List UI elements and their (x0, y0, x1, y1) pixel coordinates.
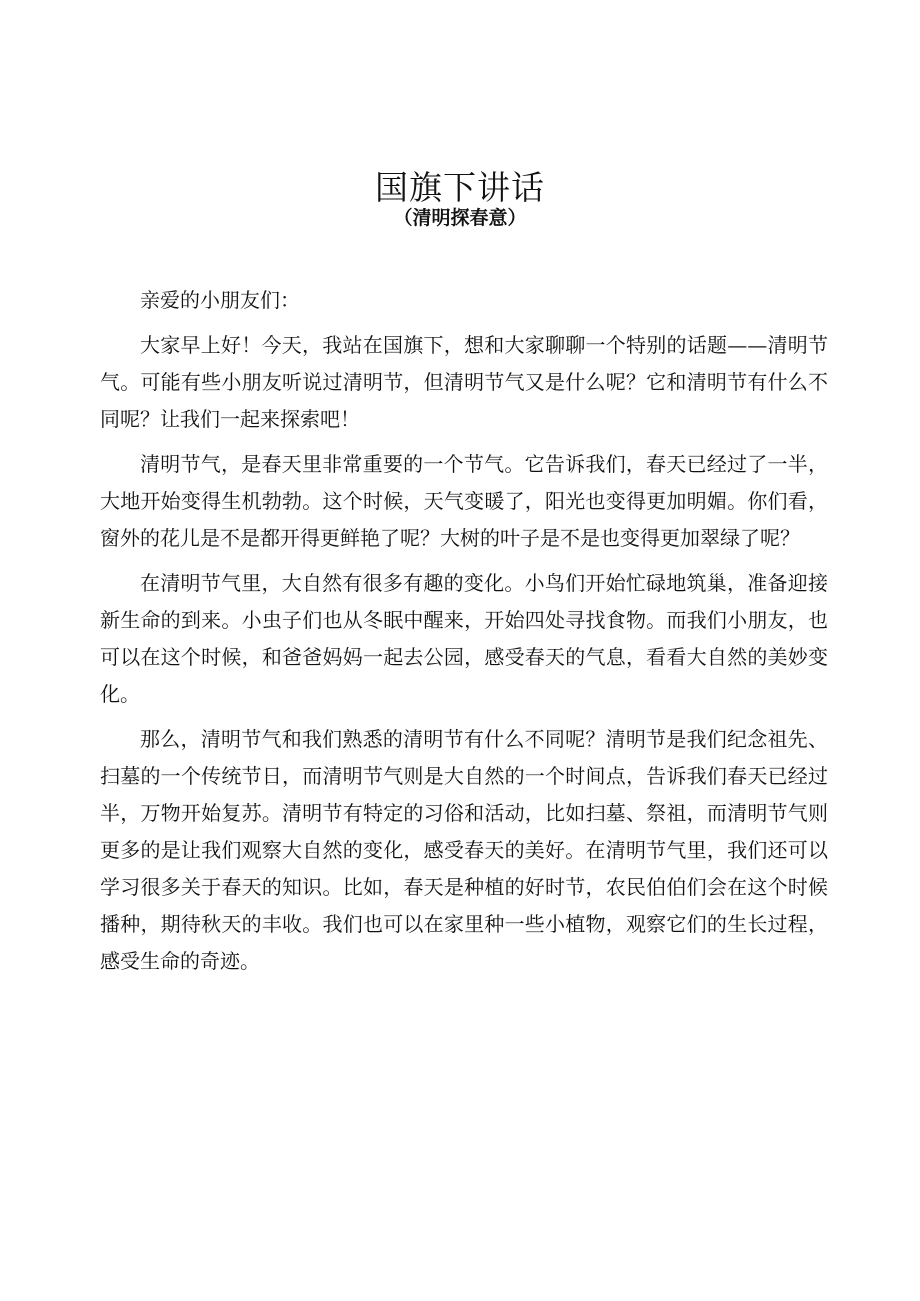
paragraph-2: 清明节气，是春天里非常重要的一个节气。它告诉我们，春天已经过了一半，大地开始变得生机勃勃。这个时候，天气变暖了，阳光也变得更加明媚。你们看，窗外的花儿是不是都开得更鲜艳了呢？大树的叶子是不是也变得更加翠绿了呢？ (100, 452, 828, 550)
paragraph-3: 在清明节气里，大自然有很多有趣的变化。小鸟们开始忙碌地筑巢，准备迎接新生命的到来。小虫子们也从冬眠中醒来，开始四处寻找食物。而我们小朋友，也可以在这个时候，和爸爸妈妈一起去公园，感受春天的气息，看看大自然的美妙变化。 (100, 571, 828, 706)
greeting: 亲爱的小朋友们： (140, 288, 300, 312)
paragraph-1: 大家早上好！今天，我站在国旗下，想和大家聊聊一个特别的话题——清明节气。可能有些小朋友听说过清明节，但清明节气又是什么呢？它和清明节有什么不同呢？让我们一起来探索吧！ (100, 333, 828, 431)
speech-body (100, 282, 828, 980)
paragraph-4: 那么，清明节气和我们熟悉的清明节有什么不同呢？清明节是我们纪念祖先、扫墓的一个传统节日，而清明节气则是大自然的一个时间点，告诉我们春天已经过半，万物开始复苏。清明节有特定的习俗和活动，比如扫墓、祭祖，而清明节气则更多的是让我们观察大自然的变化，感受春天的美好。在清明节气里，我们还可以学习很多关于春天的知识。比如，春天是种植的好时节，农民伯伯们会在这个时候播种，期待秋天的丰收。我们也可以在家里种一些小植物，观察它们的生长过程，感受生命的奇迹。 (100, 727, 828, 973)
page-subtitle: （清明探春意） (393, 207, 527, 229)
page-title: 国旗下讲话 (375, 168, 545, 208)
